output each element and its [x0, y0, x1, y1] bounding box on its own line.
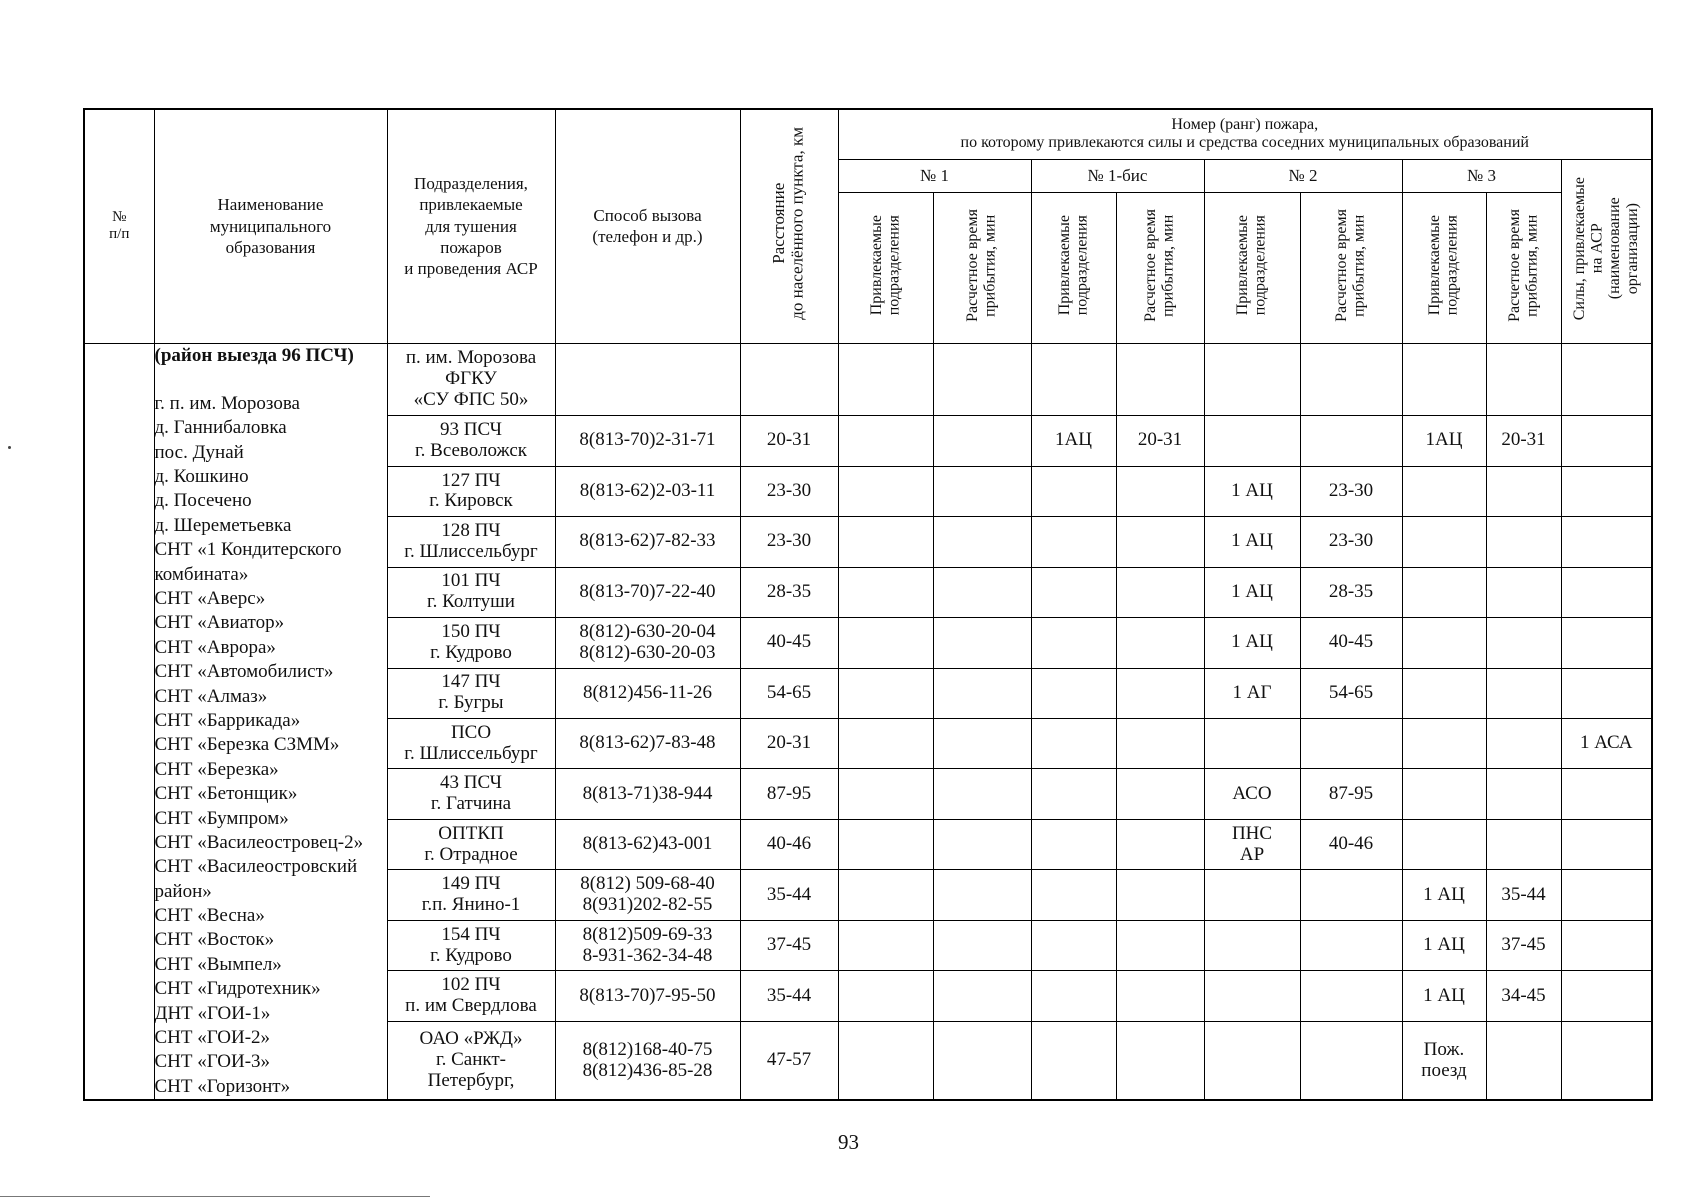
phone-cell	[555, 819, 740, 869]
settlement-name: СНТ «Березка»	[154, 758, 279, 780]
settlement-name: СНТ «Василеостровский	[154, 856, 358, 878]
unit-cell	[387, 343, 555, 416]
rank1bis-units-cell	[1031, 618, 1116, 668]
unit-cell	[387, 920, 555, 970]
rank2-time-cell: 23-30	[1300, 517, 1402, 567]
asr-forces-cell	[1561, 466, 1652, 516]
unit-line: г. Кудрово	[430, 944, 512, 966]
asr-forces-cell	[1561, 343, 1652, 416]
asr-forces-cell	[1561, 567, 1652, 617]
rank1-time-cell	[933, 769, 1031, 819]
unit-line: г. Гатчина	[430, 793, 512, 815]
unit-cell	[387, 769, 555, 819]
rank3-time-cell	[1486, 819, 1561, 869]
rank3-units-cell	[1402, 719, 1486, 769]
rank3-units-value: 1 АЦ	[1423, 984, 1465, 1006]
phone-number: 8(813-70)2-31-71	[579, 429, 716, 451]
unit-cell	[387, 668, 555, 718]
asr-forces-cell: 1 АСА	[1561, 719, 1652, 769]
unit-line: 93 ПСЧ	[439, 419, 503, 441]
header-rank-1-units: Привлекаемые подразделения	[838, 192, 933, 343]
rank2-units-cell	[1204, 870, 1300, 920]
rank1-units-cell	[838, 343, 933, 416]
phone-cell	[555, 517, 740, 567]
rank3-time-cell	[1486, 668, 1561, 718]
rank1-units-cell	[838, 971, 933, 1021]
rank1-time-cell	[933, 466, 1031, 516]
unit-line: 43 ПСЧ	[439, 772, 503, 794]
settlement-name: СНТ «Горизонт»	[154, 1075, 291, 1097]
unit-cell	[387, 416, 555, 466]
rank3-units-cell	[1402, 517, 1486, 567]
phone-number: 8(812)-630-20-03	[579, 641, 716, 663]
unit-line: 147 ПЧ	[441, 671, 501, 693]
settlement-name: комбината»	[154, 563, 249, 585]
rank2-units-cell	[1204, 668, 1300, 718]
rank1bis-time-cell	[1116, 971, 1204, 1021]
unit-line: 150 ПЧ	[441, 620, 501, 642]
asr-forces-cell	[1561, 769, 1652, 819]
rank2-units-cell	[1204, 719, 1300, 769]
rank3-time-cell: 37-45	[1486, 920, 1561, 970]
phone-cell	[555, 920, 740, 970]
rank3-units-value: 1 АЦ	[1423, 934, 1465, 956]
distance-cell: 54-65	[740, 668, 838, 718]
rank1-time-cell	[933, 517, 1031, 567]
distance-cell: 40-45	[740, 618, 838, 668]
rank2-units-cell	[1204, 416, 1300, 466]
header-rank-2-time: Расчетное время прибытия, мин	[1300, 192, 1402, 343]
settlement-name: СНТ «Гидротехник»	[154, 978, 321, 1000]
rank2-units-cell	[1204, 971, 1300, 1021]
distance-cell: 37-45	[740, 920, 838, 970]
settlement-name: СНТ «Бумпром»	[154, 807, 289, 829]
rank1bis-units-cell: 1АЦ	[1031, 416, 1116, 466]
rank3-units-cell	[1402, 769, 1486, 819]
settlement-name: СНТ «Весна»	[154, 905, 265, 927]
rank3-units-cell	[1402, 1021, 1486, 1100]
rank1bis-units-cell	[1031, 466, 1116, 516]
rank3-units-value: 1 АЦ	[1423, 883, 1465, 905]
asr-forces-cell	[1561, 819, 1652, 869]
settlement-name: д. Кошкино	[154, 466, 249, 488]
rank2-units-cell	[1204, 517, 1300, 567]
asr-forces-cell	[1561, 1021, 1652, 1100]
header-rank-1-time: Расчетное время прибытия, мин	[933, 192, 1031, 343]
rank1-time-cell	[933, 343, 1031, 416]
rank1bis-time-cell	[1116, 517, 1204, 567]
unit-line: 102 ПЧ	[441, 974, 501, 996]
settlement-name: СНТ «Восток»	[154, 929, 275, 951]
rank2-time-cell	[1300, 920, 1402, 970]
rank1-units-cell	[838, 1021, 933, 1100]
rank1-units-cell	[838, 618, 933, 668]
phone-cell	[555, 466, 740, 516]
rank1-time-cell	[933, 416, 1031, 466]
num-cell	[84, 343, 154, 1100]
distance-cell: 35-44	[740, 870, 838, 920]
header-rank-1bis: № 1-бис	[1031, 159, 1204, 192]
margin-mark	[8, 446, 11, 449]
distance-cell: 87-95	[740, 769, 838, 819]
rank3-units-cell	[1402, 920, 1486, 970]
rank1-units-cell	[838, 870, 933, 920]
phone-number: 8(812) 509-68-40	[580, 873, 715, 895]
phone-cell	[555, 618, 740, 668]
settlement-name: СНТ «Аверс»	[154, 588, 266, 610]
settlement-name: район»	[154, 880, 212, 902]
unit-line: г. Санкт-	[435, 1049, 507, 1071]
rank3-time-cell: 20-31	[1486, 416, 1561, 466]
settlement-name: СНТ «Баррикада»	[154, 709, 301, 731]
rank1-time-cell	[933, 1021, 1031, 1100]
settlement-name: СНТ «Березка СЗММ»	[154, 734, 340, 756]
rank3-time-cell	[1486, 1021, 1561, 1100]
unit-line: г. Кудрово	[430, 641, 512, 663]
rank1-units-cell	[838, 920, 933, 970]
settlement-name: СНТ «ГОИ-2»	[154, 1027, 271, 1049]
rank2-time-cell: 28-35	[1300, 567, 1402, 617]
rank3-time-cell	[1486, 343, 1561, 416]
asr-forces-cell	[1561, 920, 1652, 970]
unit-line: 128 ПЧ	[441, 519, 501, 541]
rank1-units-cell	[838, 769, 933, 819]
rank2-time-cell	[1300, 1021, 1402, 1100]
settlement-name: СНТ «Бетонщик»	[154, 783, 298, 805]
header-rank-3: № 3	[1402, 159, 1561, 192]
unit-line: п. им. Морозова	[405, 347, 537, 368]
settlement-name: ДНТ «ГОИ-1»	[154, 1002, 271, 1024]
rank1bis-time-cell	[1116, 769, 1204, 819]
rank3-units-cell	[1402, 567, 1486, 617]
phone-number: 8(813-62)7-82-33	[579, 530, 716, 552]
asr-forces-cell	[1561, 668, 1652, 718]
rank1bis-time-cell	[1116, 466, 1204, 516]
rank1-time-cell	[933, 920, 1031, 970]
phone-number: 8(931)202-82-55	[582, 894, 713, 916]
rank2-time-cell: 40-46	[1300, 819, 1402, 869]
phone-cell	[555, 567, 740, 617]
rank3-units-cell	[1402, 618, 1486, 668]
rank1bis-units-cell	[1031, 343, 1116, 416]
rank2-time-cell: 40-45	[1300, 618, 1402, 668]
rank1bis-units-cell	[1031, 971, 1116, 1021]
rank1-time-cell	[933, 971, 1031, 1021]
rank1bis-time-cell	[1116, 719, 1204, 769]
unit-line: 154 ПЧ	[441, 923, 501, 945]
settlement-name: СНТ «Авиатор»	[154, 612, 285, 634]
rank1-units-cell	[838, 819, 933, 869]
header-asr-forces: Силы, привлекаемые на АСР (наименование организации)	[1561, 159, 1652, 343]
rank2-time-cell	[1300, 971, 1402, 1021]
phone-cell	[555, 1021, 740, 1100]
rank1bis-units-cell	[1031, 517, 1116, 567]
rank1-units-cell	[838, 567, 933, 617]
unit-line: 149 ПЧ	[441, 873, 501, 895]
unit-line: г. Шлиссельбург	[404, 540, 538, 562]
bottom-rule	[0, 1196, 430, 1197]
rank2-time-cell	[1300, 870, 1402, 920]
phone-cell	[555, 719, 740, 769]
unit-line: г. Бугры	[438, 692, 504, 714]
rank2-units-cell	[1204, 343, 1300, 416]
phone-cell	[555, 416, 740, 466]
header-rank-group: Номер (ранг) пожара, по которому привлекаются силы и средства соседних муниципальных образований	[838, 109, 1652, 159]
unit-line: ОАО «РЖД»	[419, 1028, 523, 1050]
rank3-time-cell	[1486, 517, 1561, 567]
distance-cell: 23-30	[740, 517, 838, 567]
phone-number: 8(813-70)7-22-40	[579, 580, 716, 602]
unit-line: 127 ПЧ	[441, 469, 501, 491]
phone-number: 8(812)-630-20-04	[579, 620, 716, 642]
rank3-time-cell	[1486, 567, 1561, 617]
rank3-time-cell: 34-45	[1486, 971, 1561, 1021]
rank1bis-units-cell	[1031, 1021, 1116, 1100]
rank3-time-cell	[1486, 769, 1561, 819]
rank1-units-cell	[838, 416, 933, 466]
unit-line: г. Шлиссельбург	[404, 742, 538, 764]
unit-line: г. Колтуши	[427, 591, 515, 613]
rank2-time-cell	[1300, 416, 1402, 466]
rank1-time-cell	[933, 567, 1031, 617]
unit-line: Петербург,	[427, 1069, 515, 1091]
rank1-time-cell	[933, 719, 1031, 769]
unit-cell	[387, 618, 555, 668]
rank1-units-cell	[838, 517, 933, 567]
table-row	[84, 343, 1652, 416]
rank2-units-value: АСО	[1232, 782, 1272, 804]
header-rank-1bis-time: Расчетное время прибытия, мин	[1116, 192, 1204, 343]
header-rank-1: № 1	[838, 159, 1031, 192]
municipality-cell	[154, 343, 387, 1100]
rank1-units-cell	[838, 668, 933, 718]
rank1-units-cell	[838, 719, 933, 769]
rank2-time-cell	[1300, 343, 1402, 416]
rank1-time-cell	[933, 618, 1031, 668]
header-rank-3-time: Расчетное время прибытия, мин	[1486, 192, 1561, 343]
phone-number: 8(812)436-85-28	[582, 1059, 713, 1081]
header-distance: Расстояние до населённого пункта, км	[740, 109, 838, 343]
rank1bis-units-cell	[1031, 920, 1116, 970]
settlement-name: д. Ганнибаловка	[154, 417, 287, 439]
rank1bis-units-cell	[1031, 870, 1116, 920]
rank3-units-cell	[1402, 971, 1486, 1021]
unit-line: ПСО	[450, 721, 492, 743]
rank2-time-cell: 23-30	[1300, 466, 1402, 516]
settlement-name: пос. Дунай	[154, 441, 244, 463]
asr-forces-cell	[1561, 971, 1652, 1021]
rank3-units-value: поезд	[1421, 1059, 1467, 1081]
rank2-units-value: 1 АЦ	[1231, 479, 1273, 501]
rank1bis-units-cell	[1031, 719, 1116, 769]
settlement-name: г. п. им. Морозова	[154, 392, 300, 414]
rank2-units-cell	[1204, 1021, 1300, 1100]
distance-cell: 23-30	[740, 466, 838, 516]
rank1bis-units-cell	[1031, 567, 1116, 617]
distance-cell: 47-57	[740, 1021, 838, 1100]
rank3-time-cell	[1486, 618, 1561, 668]
rank2-units-cell	[1204, 618, 1300, 668]
rank2-units-value: ПНС	[1231, 822, 1273, 844]
settlement-name: СНТ «1 Кондитерского	[154, 539, 342, 561]
rank2-units-cell	[1204, 567, 1300, 617]
header-municipality: Наименование муниципального образования	[154, 109, 387, 343]
phone-cell	[555, 971, 740, 1021]
district-label: (район выезда 96 ПСЧ)	[154, 344, 354, 366]
page-number: 93	[838, 1130, 859, 1154]
header-rank-1bis-units: Привлекаемые подразделения	[1031, 192, 1116, 343]
unit-line: п. им Свердлова	[405, 995, 537, 1017]
unit-line: «СУ ФПС 50»	[413, 388, 529, 410]
distance-cell: 40-46	[740, 819, 838, 869]
distance-cell: 20-31	[740, 719, 838, 769]
rank2-time-cell: 54-65	[1300, 668, 1402, 718]
settlement-name: СНТ «Василеостровец-2»	[154, 831, 364, 853]
rank3-units-cell	[1402, 416, 1486, 466]
settlement-name: СНТ «ГОИ-3»	[154, 1051, 271, 1073]
asr-forces-cell	[1561, 416, 1652, 466]
phone-cell	[555, 343, 740, 416]
unit-cell	[387, 466, 555, 516]
settlement-name: СНТ «Алмаз»	[154, 685, 268, 707]
phone-number: 8(812)509-69-33	[582, 923, 713, 945]
settlement-name: СНТ «Вымпел»	[154, 953, 282, 975]
rank3-units-cell	[1402, 343, 1486, 416]
phone-cell	[555, 769, 740, 819]
rank1bis-time-cell	[1116, 1021, 1204, 1100]
rank1bis-time-cell	[1116, 819, 1204, 869]
unit-cell	[387, 567, 555, 617]
rank2-units-cell	[1204, 466, 1300, 516]
rank1bis-time-cell	[1116, 343, 1204, 416]
settlement-name: д. Посечено	[154, 490, 252, 512]
unit-cell	[387, 971, 555, 1021]
rank2-units-value: 1 АЦ	[1231, 530, 1273, 552]
settlement-name: СНТ «Аврора»	[154, 636, 276, 658]
fire-forces-table	[83, 108, 1653, 1101]
header-units: Подразделения, привлекаемые для тушения пожаров и проведения АСР	[387, 109, 555, 343]
asr-forces-cell	[1561, 517, 1652, 567]
header-call-method: Способ вызова (телефон и др.)	[555, 109, 740, 343]
rank1-units-cell	[838, 466, 933, 516]
rank1bis-time-cell	[1116, 870, 1204, 920]
asr-forces-cell	[1561, 618, 1652, 668]
rank1bis-time-cell: 20-31	[1116, 416, 1204, 466]
unit-line: ОПТКП	[438, 822, 504, 844]
header-rank-2: № 2	[1204, 159, 1402, 192]
rank2-units-cell	[1204, 769, 1300, 819]
rank3-units-cell	[1402, 870, 1486, 920]
phone-number: 8-931-362-34-48	[582, 944, 713, 966]
rank3-units-cell	[1402, 668, 1486, 718]
table-body	[84, 343, 1652, 1100]
phone-number: 8(812)456-11-26	[582, 681, 713, 703]
asr-forces-cell	[1561, 870, 1652, 920]
unit-cell	[387, 870, 555, 920]
rank1-time-cell	[933, 819, 1031, 869]
rank2-units-value: 1 АЦ	[1231, 580, 1273, 602]
rank1bis-units-cell	[1031, 769, 1116, 819]
unit-line: 101 ПЧ	[441, 570, 501, 592]
rank3-units-value: 1АЦ	[1425, 429, 1463, 451]
unit-cell	[387, 719, 555, 769]
phone-number: 8(813-62)2-03-11	[579, 479, 716, 501]
rank1-time-cell	[933, 870, 1031, 920]
rank3-time-cell	[1486, 466, 1561, 516]
unit-line: ФГКУ	[445, 367, 497, 389]
rank2-units-value: 1 АГ	[1232, 681, 1272, 703]
rank1bis-time-cell	[1116, 618, 1204, 668]
rank2-time-cell: 87-95	[1300, 769, 1402, 819]
rank2-units-value: АР	[1239, 843, 1265, 865]
rank3-units-cell	[1402, 819, 1486, 869]
header-rank-2-units: Привлекаемые подразделения	[1204, 192, 1300, 343]
rank1bis-units-cell	[1031, 819, 1116, 869]
rank1bis-time-cell	[1116, 920, 1204, 970]
phone-number: 8(813-62)43-001	[582, 833, 713, 855]
phone-number: 8(812)168-40-75	[582, 1038, 713, 1060]
phone-cell	[555, 870, 740, 920]
unit-line: г. Кировск	[429, 490, 513, 512]
rank3-units-cell	[1402, 466, 1486, 516]
distance-cell: 20-31	[740, 416, 838, 466]
header-rank-3-units: Привлекаемые подразделения	[1402, 192, 1486, 343]
unit-cell	[387, 819, 555, 869]
rank2-units-cell	[1204, 819, 1300, 869]
phone-number: 8(813-70)7-95-50	[579, 984, 716, 1006]
rank2-time-cell	[1300, 719, 1402, 769]
rank3-units-value: Пож.	[1423, 1038, 1465, 1060]
unit-line: г. Всеволожск	[415, 439, 527, 461]
rank1bis-time-cell	[1116, 567, 1204, 617]
rank1bis-units-cell	[1031, 668, 1116, 718]
settlement-name: д. Шереметьевка	[154, 514, 292, 536]
unit-line: г. Отрадное	[424, 843, 518, 865]
rank1bis-time-cell	[1116, 668, 1204, 718]
rank1-time-cell	[933, 668, 1031, 718]
distance-cell: 35-44	[740, 971, 838, 1021]
unit-cell	[387, 1021, 555, 1100]
header-num: № п/п	[84, 109, 154, 343]
unit-cell	[387, 517, 555, 567]
phone-number: 8(813-71)38-944	[582, 782, 713, 804]
unit-line: г.п. Янино-1	[421, 894, 521, 916]
phone-cell	[555, 668, 740, 718]
settlement-name: СНТ «Автомобилист»	[154, 661, 334, 683]
rank2-units-value: 1 АЦ	[1231, 631, 1273, 653]
rank3-time-cell	[1486, 719, 1561, 769]
distance-cell: 28-35	[740, 567, 838, 617]
rank3-time-cell: 35-44	[1486, 870, 1561, 920]
rank2-units-cell	[1204, 920, 1300, 970]
phone-number: 8(813-62)7-83-48	[579, 732, 716, 754]
distance-cell	[740, 343, 838, 416]
